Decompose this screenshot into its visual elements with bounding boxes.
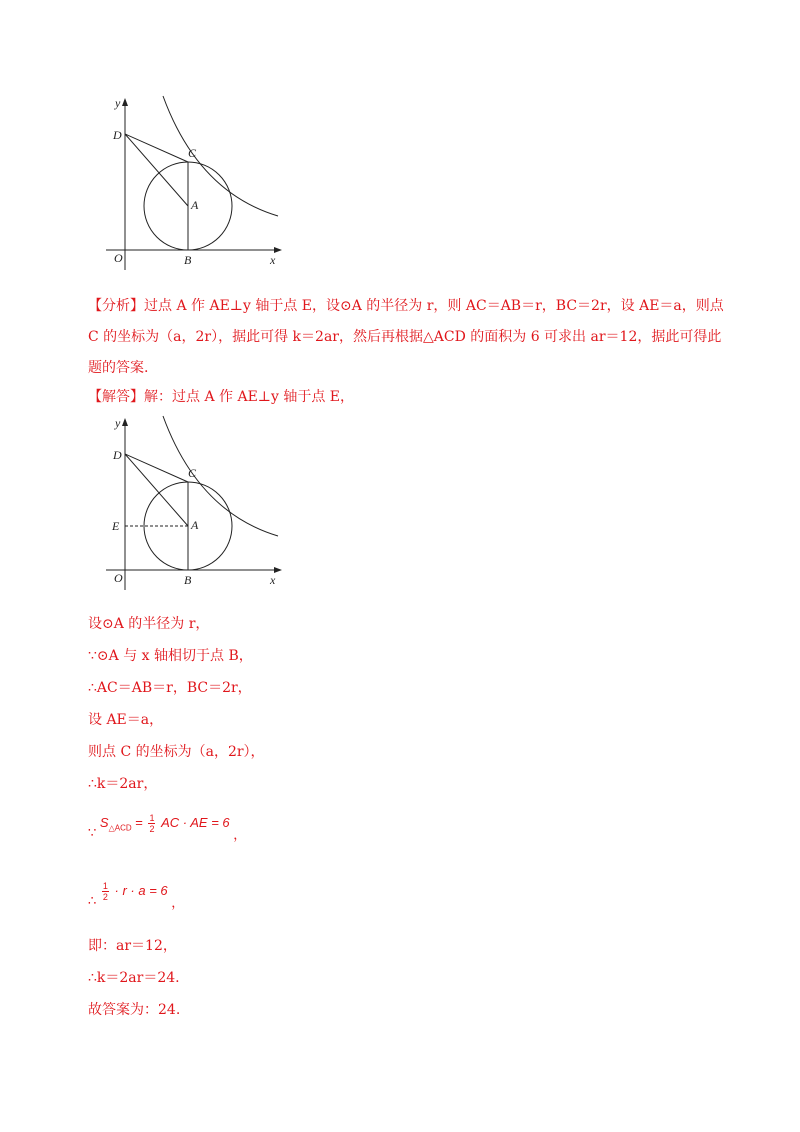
step-1: 设⊙A 的半径为 r， — [88, 616, 210, 632]
segment-dc — [125, 454, 188, 482]
equals-sign: = — [135, 815, 143, 830]
figure-2 — [88, 412, 288, 612]
step-6: ∴k＝2ar， — [88, 776, 158, 792]
label-y: y — [115, 416, 121, 430]
label-b: B — [184, 253, 192, 267]
label-e: E — [112, 519, 120, 533]
fraction-half: $\frac{1}{2}$ — [102, 881, 108, 903]
formula-ra — [88, 880, 185, 910]
label-a: A — [191, 518, 199, 532]
area-subscript: △ACD — [108, 823, 132, 833]
because-symbol: ∵ — [88, 825, 97, 840]
solution-tag: 【解答】 — [88, 389, 144, 405]
y-axis-arrow — [122, 418, 128, 426]
geometry-figure-1 — [88, 92, 288, 292]
area-symbol: S — [99, 815, 109, 830]
hyperbola — [163, 96, 278, 216]
label-d: D — [113, 128, 122, 142]
label-c: C — [188, 146, 197, 160]
step-4: 设 AE＝a， — [88, 712, 164, 728]
label-o: O — [114, 571, 123, 585]
fraction-half: $\frac{1}{2}$ — [149, 813, 155, 835]
segment-da — [125, 454, 188, 526]
hyperbola — [163, 416, 278, 536]
segment-dc — [125, 134, 188, 162]
figure-1 — [88, 92, 288, 292]
solution-first-line: 解：过点 A 作 AE⊥y 轴于点 E， — [144, 389, 354, 405]
label-x: x — [270, 253, 276, 267]
label-y: y — [115, 96, 121, 110]
formula-rest: · r · a = 6 — [114, 883, 168, 898]
y-axis-arrow — [122, 98, 128, 106]
step-3: ∴AC＝AB＝r，BC＝2r， — [88, 680, 252, 696]
step-5: 则点 C 的坐标为（a，2r）， — [88, 744, 265, 760]
label-x: x — [270, 573, 276, 587]
label-d: D — [113, 448, 122, 462]
label-b: B — [184, 573, 192, 587]
step-10: ∴k＝2ar＝24. — [88, 970, 180, 986]
solution-heading — [88, 387, 354, 407]
segment-da — [125, 134, 188, 206]
formula-comma: ， — [171, 895, 185, 910]
formula-comma: ， — [233, 827, 247, 842]
step-11: 故答案为：24. — [88, 1002, 181, 1018]
formula-rest: AC · AE = 6 — [161, 815, 230, 830]
analysis-tag: 【分析】 — [88, 298, 144, 314]
therefore-symbol: ∴ — [88, 893, 97, 908]
label-o: O — [114, 251, 123, 265]
label-a: A — [191, 198, 199, 212]
analysis-paragraph — [88, 291, 728, 384]
formula-area — [88, 812, 247, 842]
step-9: 即：ar＝12， — [88, 938, 177, 954]
analysis-text: 过点 A 作 AE⊥y 轴于点 E，设⊙A 的半径为 r，则 AC＝AB＝r，BC＝2r，设 AE＝a，则点 C 的坐标为（a，2r），据此可得 k＝2ar，然后再根据△ACD 的面积为 6 可求出 ar＝12，据此可得此题的答案. — [88, 298, 724, 376]
label-c: C — [188, 466, 197, 480]
geometry-figure-2 — [88, 412, 288, 612]
step-2: ∵⊙A 与 x 轴相切于点 B， — [88, 648, 253, 664]
